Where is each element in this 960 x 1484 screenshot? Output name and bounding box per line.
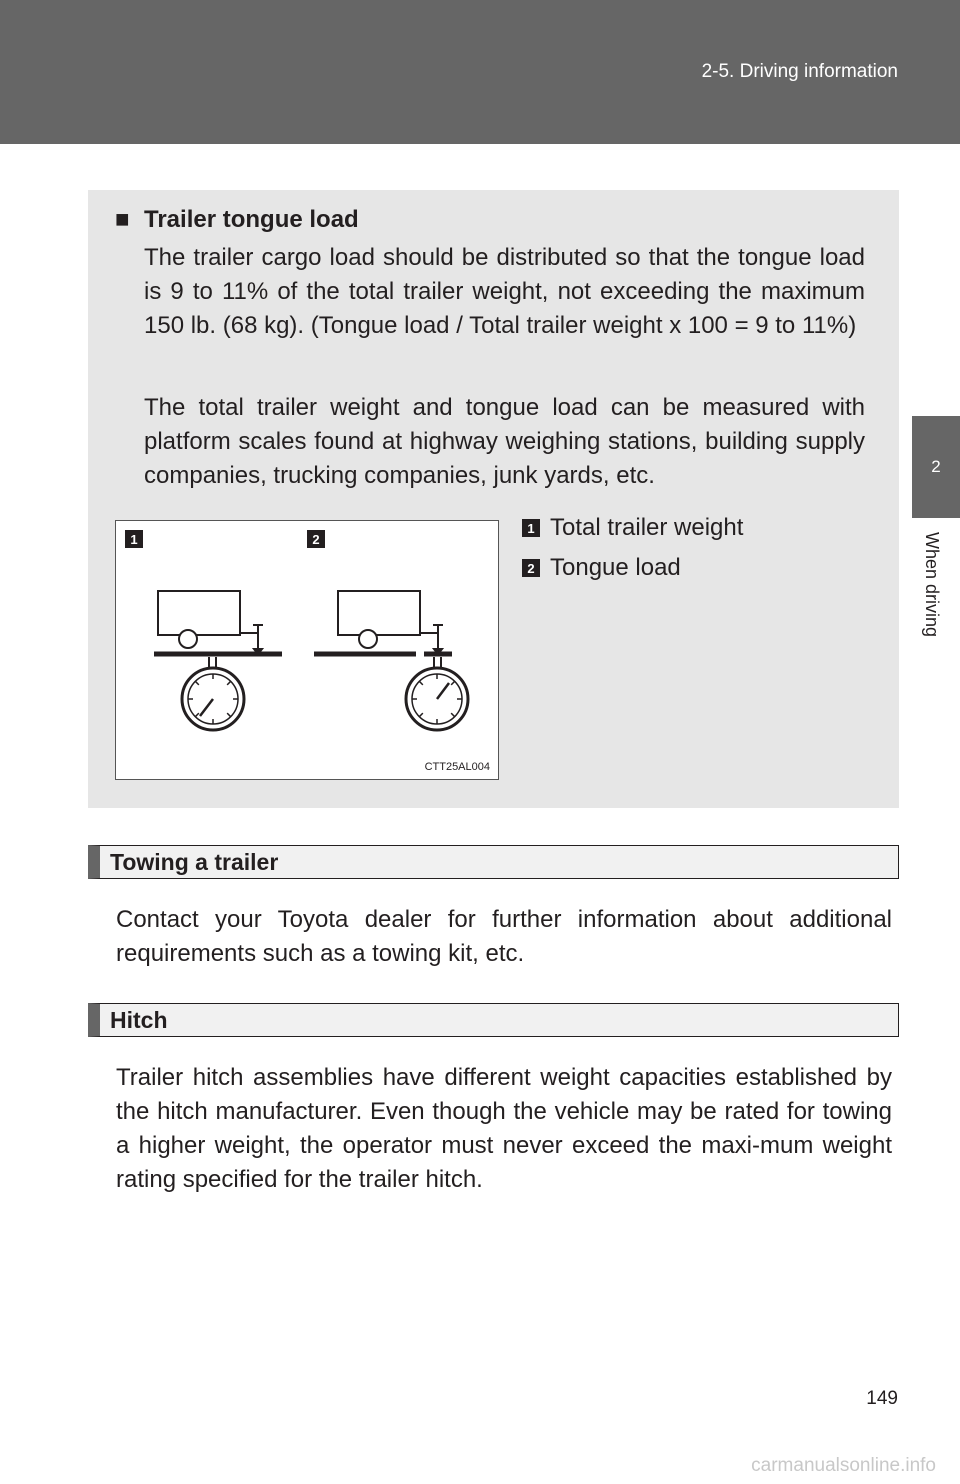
section-heading-hitch [88,1003,899,1037]
legend-badge-1: 1 [522,519,540,537]
info-box-heading: Trailer tongue load [144,206,359,233]
section-heading-towing [88,845,899,879]
section-body-hitch: Trailer hitch assemblies have different weight capacities established by the hitch manufacturer. Even though the vehicle may be rated for towing a higher weight, the operator must never exceed the maxi-mum weight rating specified for the trailer hitch. [116,1064,892,1193]
trailer-weight-illustration [115,520,499,780]
square-bullet-icon: ■ [115,206,130,233]
legend-item-tongue-load [522,554,681,582]
chapter-tab-label: When driving [922,532,942,638]
legend-item-total-weight [522,514,743,542]
watermark: carmanualsonline.info [751,1455,936,1476]
side-tab-spacer [912,144,960,416]
section-body-towing: Contact your Toyota dealer for further information about additional requirements such as a towing kit, etc. [116,906,892,967]
page-header [0,0,960,144]
side-tab-background [912,520,960,1484]
figure-badge-1: 1 [125,530,143,548]
trailer-wheel-2 [359,630,377,648]
trailer-body-2 [338,591,420,635]
trailer-wheel-1 [179,630,197,648]
legend-badge-2: 2 [522,559,540,577]
chapter-tab-number[interactable]: 2 [912,416,960,518]
trailer-body-1 [158,591,240,635]
info-box-paragraph-1: The trailer cargo load should be distributed so that the tongue load is 9 to 11% of the total trailer weight, not exceeding the maximum 150 lb. (68 kg). (Tongue load / Total trailer weight x 100 = 9 to 11%) [144,244,865,339]
legend-label-1: Total trailer weight [550,514,744,541]
scale-diagram [116,521,500,781]
figure-badge-2: 2 [307,530,325,548]
section-heading-towing-text: Towing a trailer [110,849,279,875]
section-heading-hitch-text: Hitch [110,1007,168,1033]
page-number: 149 [866,1388,898,1409]
legend-label-2: Tongue load [550,554,681,581]
figure-code: CTT25AL004 [424,761,490,773]
info-box-paragraph-2: The total trailer weight and tongue load can be measured with platform scales found at highway weighing stations, building supply companies, trucking companies, junk yards, etc. [144,394,865,489]
section-title: 2-5. Driving information [701,61,898,82]
